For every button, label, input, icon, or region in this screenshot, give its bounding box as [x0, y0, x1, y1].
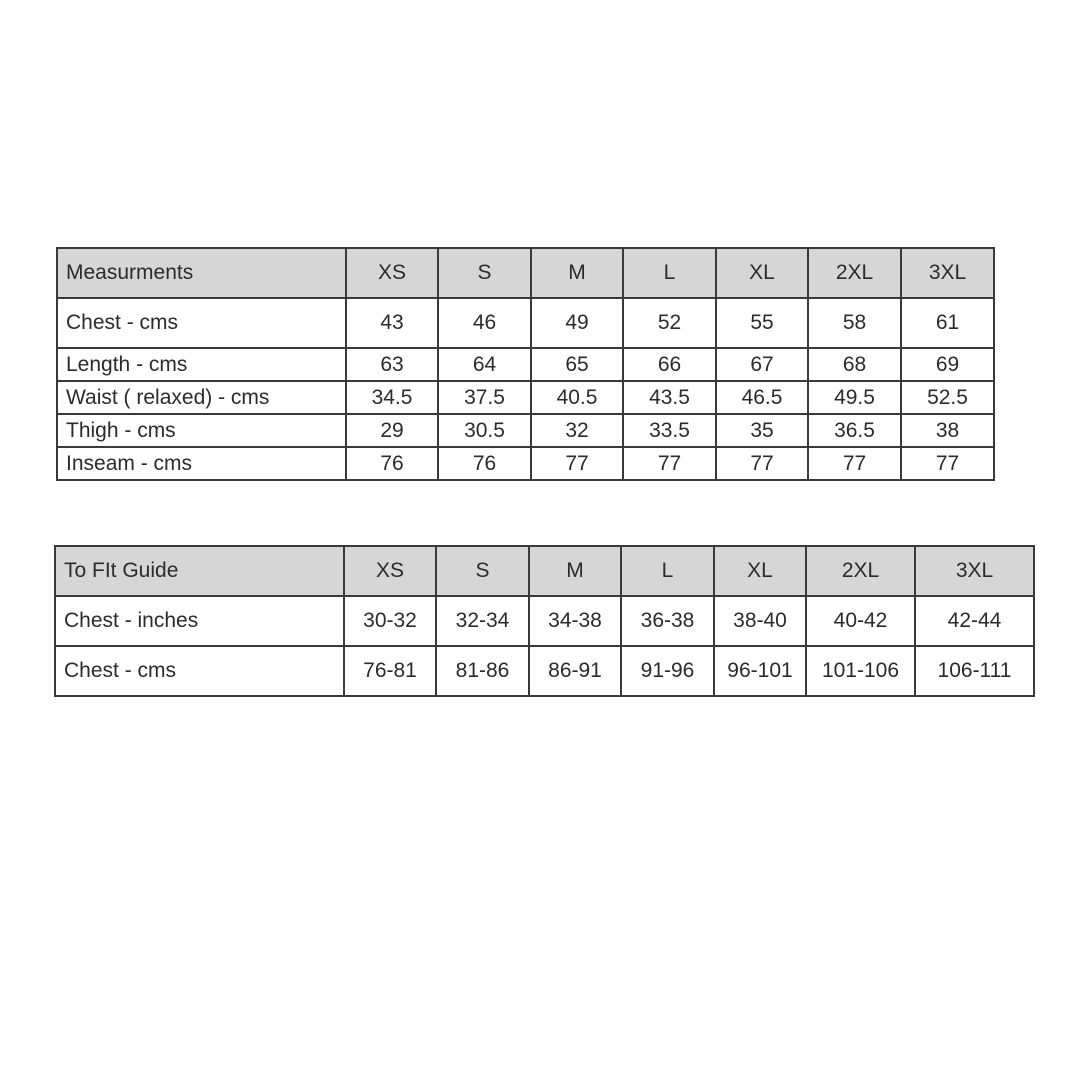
table-cell: 34-38 [529, 596, 621, 646]
table-cell: 65 [531, 348, 623, 381]
size-header-xs: XS [344, 546, 436, 596]
table-cell: 101-106 [806, 646, 915, 696]
size-header-m: M [531, 248, 623, 298]
table-cell: 68 [808, 348, 901, 381]
table-cell: 40.5 [531, 381, 623, 414]
fit-guide-header-label: To FIt Guide [55, 546, 344, 596]
size-header-2xl: 2XL [808, 248, 901, 298]
table-cell: 32 [531, 414, 623, 447]
table-cell: 91-96 [621, 646, 714, 696]
table-cell: 64 [438, 348, 531, 381]
table-cell: 38-40 [714, 596, 806, 646]
table-cell: 77 [901, 447, 994, 480]
table-cell: 49 [531, 298, 623, 348]
size-header-s: S [438, 248, 531, 298]
table-cell: 76 [346, 447, 438, 480]
table-cell: 63 [346, 348, 438, 381]
table-cell: 81-86 [436, 646, 529, 696]
table-cell: 49.5 [808, 381, 901, 414]
table-cell: 77 [808, 447, 901, 480]
size-header-xl: XL [716, 248, 808, 298]
row-label: Thigh - cms [57, 414, 346, 447]
table-cell: 96-101 [714, 646, 806, 696]
row-label: Chest - cms [57, 298, 346, 348]
table-cell: 37.5 [438, 381, 531, 414]
table-row-thigh-cms [57, 414, 994, 447]
table-cell: 67 [716, 348, 808, 381]
table-cell: 66 [623, 348, 716, 381]
size-header-3xl: 3XL [901, 248, 994, 298]
table-cell: 69 [901, 348, 994, 381]
fit-guide-header-row [55, 546, 1034, 596]
table-cell: 29 [346, 414, 438, 447]
table-cell: 86-91 [529, 646, 621, 696]
row-label: Waist ( relaxed) - cms [57, 381, 346, 414]
table-cell: 52.5 [901, 381, 994, 414]
size-header-s: S [436, 546, 529, 596]
table-cell: 32-34 [436, 596, 529, 646]
table-row-chest-cms [55, 646, 1034, 696]
table-cell: 77 [716, 447, 808, 480]
size-header-m: M [529, 546, 621, 596]
table-cell: 42-44 [915, 596, 1034, 646]
fit-guide-table [54, 545, 1035, 697]
table-cell: 76 [438, 447, 531, 480]
row-label: Chest - cms [55, 646, 344, 696]
table-row-length-cms [57, 348, 994, 381]
measurements-header-label: Measurments [57, 248, 346, 298]
row-label: Length - cms [57, 348, 346, 381]
size-header-l: L [623, 248, 716, 298]
table-row-chest-inches [55, 596, 1034, 646]
table-row-chest-cms [57, 298, 994, 348]
table-cell: 52 [623, 298, 716, 348]
table-cell: 61 [901, 298, 994, 348]
table-cell: 34.5 [346, 381, 438, 414]
table-cell: 36.5 [808, 414, 901, 447]
size-header-xs: XS [346, 248, 438, 298]
table-row-waist-cms [57, 381, 994, 414]
table-cell: 46.5 [716, 381, 808, 414]
size-header-xl: XL [714, 546, 806, 596]
table-cell: 36-38 [621, 596, 714, 646]
table-cell: 77 [623, 447, 716, 480]
table-cell: 43 [346, 298, 438, 348]
table-cell: 38 [901, 414, 994, 447]
measurements-header-row [57, 248, 994, 298]
table-cell: 35 [716, 414, 808, 447]
table-cell: 46 [438, 298, 531, 348]
table-cell: 58 [808, 298, 901, 348]
table-cell: 30-32 [344, 596, 436, 646]
measurements-table [56, 247, 995, 481]
table-cell: 76-81 [344, 646, 436, 696]
table-cell: 30.5 [438, 414, 531, 447]
size-header-2xl: 2XL [806, 546, 915, 596]
table-cell: 33.5 [623, 414, 716, 447]
table-row-inseam-cms [57, 447, 994, 480]
table-cell: 43.5 [623, 381, 716, 414]
row-label: Inseam - cms [57, 447, 346, 480]
table-cell: 55 [716, 298, 808, 348]
table-cell: 40-42 [806, 596, 915, 646]
table-cell: 106-111 [915, 646, 1034, 696]
size-header-3xl: 3XL [915, 546, 1034, 596]
table-cell: 77 [531, 447, 623, 480]
size-header-l: L [621, 546, 714, 596]
row-label: Chest - inches [55, 596, 344, 646]
